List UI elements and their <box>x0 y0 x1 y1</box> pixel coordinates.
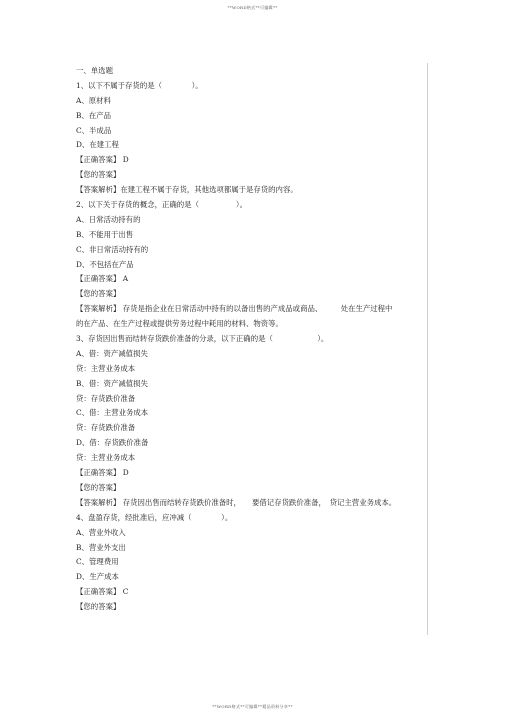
option-b: B、借：资产减值损失 <box>76 378 148 388</box>
option-d: D、生产成本 <box>76 572 119 582</box>
your-answer: 【您的答案】 <box>76 482 121 492</box>
option-a-credit: 贷：主营业务成本 <box>76 363 136 373</box>
your-answer: 【您的答案】 <box>76 289 121 299</box>
option-d: D、不包括在产品 <box>76 259 134 269</box>
answer-explanation: 【答案解析】 存货是指企业在日常活动中持有的以备出售的产成品或商品、 处在生产过程中 <box>76 304 393 314</box>
option-c: C、半成品 <box>76 125 112 135</box>
option-a: A、营业外收入 <box>76 527 126 537</box>
option-b: B、不能用于出售 <box>76 229 134 239</box>
question-2: 2、以下关于存货的概念，正确的是（ ）。 <box>76 200 247 210</box>
option-b: B、营业外支出 <box>76 542 126 552</box>
correct-answer: 【正确答案】 C <box>76 587 129 597</box>
option-d-credit: 贷：主营业务成本 <box>76 453 136 463</box>
option-c-credit: 贷：存货跌价准备 <box>76 423 136 433</box>
option-c: C、借：主营业务成本 <box>76 408 149 418</box>
option-c: C、管理费用 <box>76 557 119 567</box>
option-b-credit: 贷：存货跌价准备 <box>76 393 136 403</box>
question-4: 4、盘盈存货，经批准后，应冲减（ ）。 <box>76 512 233 522</box>
answer-explanation: 【答案解析】 存货因出售而结转存货跌价准备时， 要借记存货跌价准备， 贷记主营业务成本。 <box>76 497 397 507</box>
page-footer: **WORD格式**可编辑**精品资料分享** <box>212 704 293 709</box>
correct-answer: 【正确答案】 A <box>76 274 129 284</box>
option-b: B、在产品 <box>76 110 111 120</box>
option-a: A、原材料 <box>76 95 111 105</box>
correct-answer: 【正确答案】 D <box>76 468 129 478</box>
option-c: C、非日常活动持有的 <box>76 244 149 254</box>
option-a: A、日常活动持有的 <box>76 214 141 224</box>
page-header: **WORD格式**可编辑** <box>227 5 278 10</box>
answer-explanation-cont: 的在产品、在生产过程或提供劳务过程中耗用的材料、物资等。 <box>76 319 283 329</box>
your-answer: 【您的答案】 <box>76 602 121 612</box>
question-1: 1、以下不属于存货的是（ ）。 <box>76 80 203 90</box>
your-answer: 【您的答案】 <box>76 170 121 180</box>
question-3: 3、存货因出售而结转存货跌价准备的分录，以下正确的是（ ）。 <box>76 334 329 344</box>
section-title: 一、单选题 <box>76 66 113 75</box>
option-d: D、在建工程 <box>76 140 119 150</box>
correct-answer: 【正确答案】 D <box>76 155 129 165</box>
option-a: A、借：资产减值损失 <box>76 348 148 358</box>
option-d: D、借：存货跌价准备 <box>76 438 149 448</box>
answer-explanation: 【答案解析】在建工程不属于存货，其他选项都属于是存货的内容。 <box>76 185 298 195</box>
question-list <box>76 64 431 615</box>
